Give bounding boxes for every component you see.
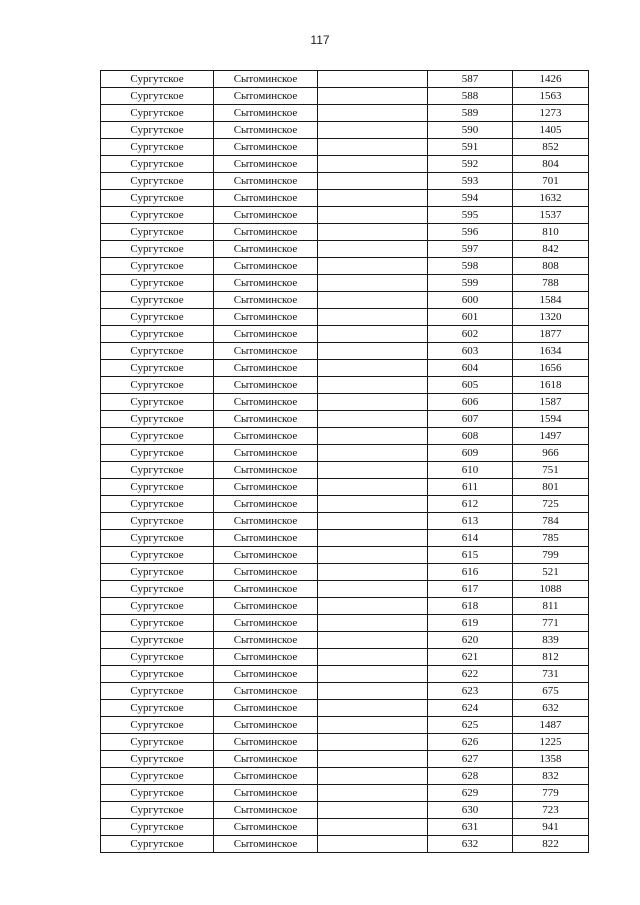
forestry-cell: Сытоминское <box>214 156 318 173</box>
forestry-cell: Сытоминское <box>214 88 318 105</box>
area-cell: 1537 <box>513 207 589 224</box>
area-cell: 1426 <box>513 71 589 88</box>
district-cell: Сургутское <box>101 700 214 717</box>
table-row <box>101 530 589 547</box>
quarter-number-cell: 587 <box>428 71 513 88</box>
forestry-cell: Сытоминское <box>214 445 318 462</box>
district-cell: Сургутское <box>101 377 214 394</box>
tract-cell <box>318 462 428 479</box>
forestry-cell: Сытоминское <box>214 105 318 122</box>
area-cell: 811 <box>513 598 589 615</box>
district-cell: Сургутское <box>101 649 214 666</box>
table-row <box>101 360 589 377</box>
quarter-number-cell: 613 <box>428 513 513 530</box>
tract-cell <box>318 751 428 768</box>
district-cell: Сургутское <box>101 530 214 547</box>
table-row <box>101 241 589 258</box>
district-cell: Сургутское <box>101 802 214 819</box>
forestry-cell: Сытоминское <box>214 428 318 445</box>
forestry-cell: Сытоминское <box>214 71 318 88</box>
area-cell: 1587 <box>513 394 589 411</box>
table-row <box>101 700 589 717</box>
quarter-number-cell: 602 <box>428 326 513 343</box>
district-cell: Сургутское <box>101 71 214 88</box>
table-row <box>101 819 589 836</box>
area-cell: 1088 <box>513 581 589 598</box>
page-number: 117 <box>310 33 330 47</box>
area-cell: 1634 <box>513 343 589 360</box>
forestry-cell: Сытоминское <box>214 258 318 275</box>
forestry-cell: Сытоминское <box>214 394 318 411</box>
quarter-number-cell: 627 <box>428 751 513 768</box>
tract-cell <box>318 496 428 513</box>
district-cell: Сургутское <box>101 88 214 105</box>
area-cell: 788 <box>513 275 589 292</box>
forestry-cell: Сытоминское <box>214 326 318 343</box>
quarter-number-cell: 615 <box>428 547 513 564</box>
area-cell: 1225 <box>513 734 589 751</box>
table-row <box>101 156 589 173</box>
forestry-cell: Сытоминское <box>214 751 318 768</box>
table-row <box>101 428 589 445</box>
forestry-cell: Сытоминское <box>214 666 318 683</box>
table-row <box>101 717 589 734</box>
forestry-cell: Сытоминское <box>214 343 318 360</box>
forestry-cell: Сытоминское <box>214 275 318 292</box>
district-cell: Сургутское <box>101 207 214 224</box>
area-cell: 701 <box>513 173 589 190</box>
area-cell: 1405 <box>513 122 589 139</box>
quarter-number-cell: 607 <box>428 411 513 428</box>
area-cell: 1877 <box>513 326 589 343</box>
table-row <box>101 258 589 275</box>
quarter-number-cell: 621 <box>428 649 513 666</box>
quarter-number-cell: 593 <box>428 173 513 190</box>
table-row <box>101 513 589 530</box>
district-cell: Сургутское <box>101 343 214 360</box>
table-row <box>101 768 589 785</box>
table-row <box>101 122 589 139</box>
tract-cell <box>318 139 428 156</box>
quarter-number-cell: 625 <box>428 717 513 734</box>
table-row <box>101 309 589 326</box>
area-cell: 804 <box>513 156 589 173</box>
district-cell: Сургутское <box>101 122 214 139</box>
district-cell: Сургутское <box>101 836 214 853</box>
district-cell: Сургутское <box>101 241 214 258</box>
district-cell: Сургутское <box>101 547 214 564</box>
quarter-number-cell: 595 <box>428 207 513 224</box>
tract-cell <box>318 649 428 666</box>
quarter-number-cell: 610 <box>428 462 513 479</box>
forestry-cell: Сытоминское <box>214 479 318 496</box>
area-cell: 839 <box>513 632 589 649</box>
quarter-number-cell: 592 <box>428 156 513 173</box>
area-cell: 731 <box>513 666 589 683</box>
tract-cell <box>318 768 428 785</box>
area-cell: 808 <box>513 258 589 275</box>
forestry-cell: Сытоминское <box>214 598 318 615</box>
forestry-cell: Сытоминское <box>214 207 318 224</box>
forestry-cell: Сытоминское <box>214 224 318 241</box>
quarter-number-cell: 624 <box>428 700 513 717</box>
area-cell: 941 <box>513 819 589 836</box>
table-row <box>101 683 589 700</box>
district-cell: Сургутское <box>101 258 214 275</box>
tract-cell <box>318 122 428 139</box>
forestry-cell: Сытоминское <box>214 360 318 377</box>
tract-cell <box>318 207 428 224</box>
district-cell: Сургутское <box>101 428 214 445</box>
area-cell: 1273 <box>513 105 589 122</box>
tract-cell <box>318 156 428 173</box>
table-row <box>101 666 589 683</box>
tract-cell <box>318 836 428 853</box>
district-cell: Сургутское <box>101 173 214 190</box>
table-row <box>101 71 589 88</box>
district-cell: Сургутское <box>101 156 214 173</box>
table-row <box>101 785 589 802</box>
table-row <box>101 224 589 241</box>
tract-cell <box>318 734 428 751</box>
table-row <box>101 564 589 581</box>
forestry-cell: Сытоминское <box>214 462 318 479</box>
tract-cell <box>318 666 428 683</box>
tract-cell <box>318 105 428 122</box>
district-cell: Сургутское <box>101 479 214 496</box>
forestry-cell: Сытоминское <box>214 785 318 802</box>
quarter-number-cell: 600 <box>428 292 513 309</box>
table-row <box>101 649 589 666</box>
area-cell: 675 <box>513 683 589 700</box>
quarter-number-cell: 591 <box>428 139 513 156</box>
forestry-cell: Сытоминское <box>214 819 318 836</box>
forestry-cell: Сытоминское <box>214 530 318 547</box>
table-row <box>101 734 589 751</box>
tract-cell <box>318 479 428 496</box>
quarter-number-cell: 589 <box>428 105 513 122</box>
area-cell: 521 <box>513 564 589 581</box>
area-cell: 784 <box>513 513 589 530</box>
quarter-number-cell: 618 <box>428 598 513 615</box>
tract-cell <box>318 785 428 802</box>
tract-cell <box>318 632 428 649</box>
area-cell: 1358 <box>513 751 589 768</box>
table-row <box>101 581 589 598</box>
forestry-cell: Сытоминское <box>214 173 318 190</box>
area-cell: 1497 <box>513 428 589 445</box>
area-cell: 632 <box>513 700 589 717</box>
forestry-cell: Сытоминское <box>214 309 318 326</box>
quarter-number-cell: 619 <box>428 615 513 632</box>
tract-cell <box>318 394 428 411</box>
table-row <box>101 445 589 462</box>
tract-cell <box>318 564 428 581</box>
area-cell: 801 <box>513 479 589 496</box>
quarter-number-cell: 596 <box>428 224 513 241</box>
area-cell: 810 <box>513 224 589 241</box>
area-cell: 799 <box>513 547 589 564</box>
forestry-cell: Сытоминское <box>214 615 318 632</box>
area-cell: 822 <box>513 836 589 853</box>
table-row <box>101 139 589 156</box>
tract-cell <box>318 445 428 462</box>
forestry-cell: Сытоминское <box>214 564 318 581</box>
area-cell: 1632 <box>513 190 589 207</box>
district-cell: Сургутское <box>101 581 214 598</box>
table-row <box>101 394 589 411</box>
tract-cell <box>318 326 428 343</box>
tract-cell <box>318 819 428 836</box>
area-cell: 1594 <box>513 411 589 428</box>
area-cell: 852 <box>513 139 589 156</box>
forestry-cell: Сытоминское <box>214 632 318 649</box>
tract-cell <box>318 258 428 275</box>
quarter-number-cell: 616 <box>428 564 513 581</box>
table-row <box>101 462 589 479</box>
area-cell: 1618 <box>513 377 589 394</box>
area-cell: 1487 <box>513 717 589 734</box>
tract-cell <box>318 411 428 428</box>
quarter-number-cell: 632 <box>428 836 513 853</box>
table-row <box>101 275 589 292</box>
district-cell: Сургутское <box>101 683 214 700</box>
table-row <box>101 496 589 513</box>
tract-cell <box>318 360 428 377</box>
table-row <box>101 479 589 496</box>
forest-quarters-table <box>100 70 589 853</box>
area-cell: 751 <box>513 462 589 479</box>
forestry-cell: Сытоминское <box>214 683 318 700</box>
tract-cell <box>318 683 428 700</box>
area-cell: 832 <box>513 768 589 785</box>
forestry-cell: Сытоминское <box>214 292 318 309</box>
tract-cell <box>318 190 428 207</box>
district-cell: Сургутское <box>101 496 214 513</box>
table-row <box>101 547 589 564</box>
district-cell: Сургутское <box>101 394 214 411</box>
district-cell: Сургутское <box>101 309 214 326</box>
forestry-cell: Сытоминское <box>214 377 318 394</box>
table-row <box>101 292 589 309</box>
forestry-cell: Сытоминское <box>214 122 318 139</box>
district-cell: Сургутское <box>101 819 214 836</box>
district-cell: Сургутское <box>101 717 214 734</box>
area-cell: 842 <box>513 241 589 258</box>
forestry-cell: Сытоминское <box>214 581 318 598</box>
district-cell: Сургутское <box>101 785 214 802</box>
area-cell: 725 <box>513 496 589 513</box>
tract-cell <box>318 428 428 445</box>
quarter-number-cell: 626 <box>428 734 513 751</box>
forestry-cell: Сытоминское <box>214 734 318 751</box>
forestry-cell: Сытоминское <box>214 411 318 428</box>
quarter-number-cell: 597 <box>428 241 513 258</box>
quarter-number-cell: 614 <box>428 530 513 547</box>
table-row <box>101 751 589 768</box>
quarter-number-cell: 606 <box>428 394 513 411</box>
tract-cell <box>318 530 428 547</box>
forestry-cell: Сытоминское <box>214 768 318 785</box>
table-row <box>101 190 589 207</box>
quarter-number-cell: 623 <box>428 683 513 700</box>
table-row <box>101 173 589 190</box>
area-cell: 723 <box>513 802 589 819</box>
table-row <box>101 207 589 224</box>
district-cell: Сургутское <box>101 462 214 479</box>
district-cell: Сургутское <box>101 598 214 615</box>
quarter-number-cell: 612 <box>428 496 513 513</box>
tract-cell <box>318 802 428 819</box>
tract-cell <box>318 598 428 615</box>
forestry-cell: Сытоминское <box>214 547 318 564</box>
area-cell: 771 <box>513 615 589 632</box>
forestry-cell: Сытоминское <box>214 649 318 666</box>
district-cell: Сургутское <box>101 666 214 683</box>
tract-cell <box>318 377 428 394</box>
tract-cell <box>318 581 428 598</box>
tract-cell <box>318 615 428 632</box>
district-cell: Сургутское <box>101 513 214 530</box>
district-cell: Сургутское <box>101 768 214 785</box>
district-cell: Сургутское <box>101 224 214 241</box>
area-cell: 1563 <box>513 88 589 105</box>
forestry-cell: Сытоминское <box>214 496 318 513</box>
district-cell: Сургутское <box>101 275 214 292</box>
tract-cell <box>318 241 428 258</box>
tract-cell <box>318 224 428 241</box>
area-cell: 1320 <box>513 309 589 326</box>
quarter-number-cell: 605 <box>428 377 513 394</box>
quarter-number-cell: 622 <box>428 666 513 683</box>
table-row <box>101 802 589 819</box>
forestry-cell: Сытоминское <box>214 139 318 156</box>
area-cell: 966 <box>513 445 589 462</box>
area-cell: 1656 <box>513 360 589 377</box>
area-cell: 779 <box>513 785 589 802</box>
district-cell: Сургутское <box>101 615 214 632</box>
quarter-number-cell: 608 <box>428 428 513 445</box>
tract-cell <box>318 88 428 105</box>
forestry-cell: Сытоминское <box>214 836 318 853</box>
tract-cell <box>318 343 428 360</box>
tract-cell <box>318 700 428 717</box>
table-row <box>101 632 589 649</box>
area-cell: 1584 <box>513 292 589 309</box>
quarter-number-cell: 630 <box>428 802 513 819</box>
district-cell: Сургутское <box>101 326 214 343</box>
tract-cell <box>318 309 428 326</box>
table-row <box>101 377 589 394</box>
district-cell: Сургутское <box>101 139 214 156</box>
table-row <box>101 615 589 632</box>
tract-cell <box>318 513 428 530</box>
tract-cell <box>318 173 428 190</box>
quarter-number-cell: 629 <box>428 785 513 802</box>
tract-cell <box>318 292 428 309</box>
tract-cell <box>318 717 428 734</box>
district-cell: Сургутское <box>101 564 214 581</box>
district-cell: Сургутское <box>101 734 214 751</box>
district-cell: Сургутское <box>101 632 214 649</box>
forestry-cell: Сытоминское <box>214 241 318 258</box>
tract-cell <box>318 275 428 292</box>
tract-cell <box>318 547 428 564</box>
forestry-cell: Сытоминское <box>214 717 318 734</box>
quarter-number-cell: 603 <box>428 343 513 360</box>
forestry-cell: Сытоминское <box>214 802 318 819</box>
quarter-number-cell: 594 <box>428 190 513 207</box>
table-row <box>101 88 589 105</box>
forestry-cell: Сытоминское <box>214 700 318 717</box>
quarter-number-cell: 620 <box>428 632 513 649</box>
area-cell: 812 <box>513 649 589 666</box>
quarter-number-cell: 588 <box>428 88 513 105</box>
quarter-number-cell: 609 <box>428 445 513 462</box>
quarter-number-cell: 604 <box>428 360 513 377</box>
quarter-number-cell: 617 <box>428 581 513 598</box>
district-cell: Сургутское <box>101 105 214 122</box>
tract-cell <box>318 71 428 88</box>
district-cell: Сургутское <box>101 190 214 207</box>
quarter-number-cell: 599 <box>428 275 513 292</box>
forestry-cell: Сытоминское <box>214 513 318 530</box>
district-cell: Сургутское <box>101 292 214 309</box>
quarter-number-cell: 590 <box>428 122 513 139</box>
area-cell: 785 <box>513 530 589 547</box>
quarter-number-cell: 611 <box>428 479 513 496</box>
quarter-number-cell: 628 <box>428 768 513 785</box>
table-row <box>101 411 589 428</box>
table-row <box>101 343 589 360</box>
district-cell: Сургутское <box>101 751 214 768</box>
district-cell: Сургутское <box>101 411 214 428</box>
table-row <box>101 105 589 122</box>
table-row <box>101 598 589 615</box>
quarter-number-cell: 601 <box>428 309 513 326</box>
forestry-cell: Сытоминское <box>214 190 318 207</box>
quarter-number-cell: 631 <box>428 819 513 836</box>
district-cell: Сургутское <box>101 445 214 462</box>
table-body <box>101 71 589 853</box>
table-row <box>101 836 589 853</box>
table-row <box>101 326 589 343</box>
quarter-number-cell: 598 <box>428 258 513 275</box>
district-cell: Сургутское <box>101 360 214 377</box>
